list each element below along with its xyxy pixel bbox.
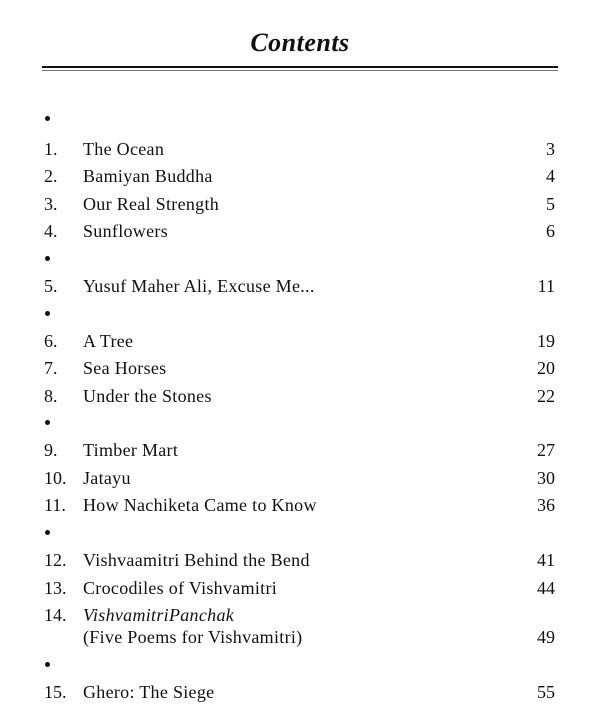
toc-entry-number: 7. xyxy=(44,358,58,378)
toc-entry-number: 9. xyxy=(44,440,58,460)
toc-entry-number: 8. xyxy=(44,386,58,406)
toc-entry-title: The Ocean xyxy=(83,139,165,159)
toc-entry-page: 49 xyxy=(537,627,555,647)
toc-entry-number: 4. xyxy=(44,221,58,241)
toc-entry-page: 36 xyxy=(537,495,555,515)
toc-entry-number: 11. xyxy=(44,495,66,515)
toc-entry-number: 2. xyxy=(44,166,58,186)
toc-entry-number: 13. xyxy=(44,578,67,598)
toc-entry-page: 11 xyxy=(537,276,555,296)
toc-entry-number: 14. xyxy=(44,605,67,625)
toc-entry-title: Crocodiles of Vishvamitri xyxy=(83,578,278,598)
toc-entry-title: Yusuf Maher Ali, Excuse Me... xyxy=(83,276,315,296)
toc-entry-number: 1. xyxy=(44,139,58,159)
bullet-dot xyxy=(45,311,50,316)
toc-entry-subtitle: (Five Poems for Vishvamitri) xyxy=(83,627,303,647)
toc-entry-page: 6 xyxy=(546,221,555,241)
toc-entry-page: 55 xyxy=(537,682,555,702)
toc-entry-page: 27 xyxy=(537,440,555,460)
toc-entry-title: Our Real Strength xyxy=(83,194,220,214)
toc-entry-title: Bamiyan Buddha xyxy=(83,166,213,186)
bullet-dot xyxy=(45,420,50,425)
toc-entry-page: 4 xyxy=(546,166,555,186)
toc-entry-title: Jatayu xyxy=(83,468,131,488)
toc-entry-number: 12. xyxy=(44,550,67,570)
bullet-dot xyxy=(45,662,50,667)
bullet-dot xyxy=(45,256,50,261)
bullet-dot xyxy=(45,530,50,535)
toc-entry-title: VishvamitriPanchak xyxy=(83,605,235,625)
toc-entry-page: 41 xyxy=(537,550,555,570)
toc-entry-title: Timber Mart xyxy=(83,440,179,460)
toc-entry-page: 44 xyxy=(537,578,555,598)
toc-entry-page: 20 xyxy=(537,358,555,378)
toc-entry-page: 30 xyxy=(537,468,555,488)
toc-entry-title: How Nachiketa Came to Know xyxy=(83,495,317,515)
toc-entry-title: Under the Stones xyxy=(83,386,212,406)
toc-entry-number: 5. xyxy=(44,276,58,296)
toc-entry-title: Vishvaamitri Behind the Bend xyxy=(83,550,310,570)
toc-entry-page: 19 xyxy=(537,331,555,351)
toc-entry-page: 3 xyxy=(546,139,555,159)
toc-entry-page: 5 xyxy=(546,194,555,214)
toc-entry-title: Ghero: The Siege xyxy=(83,682,215,702)
toc-entry-number: 3. xyxy=(44,194,58,214)
bullet-dot xyxy=(45,116,50,121)
toc-entry-number: 6. xyxy=(44,331,58,351)
toc-entry-number: 15. xyxy=(44,682,67,702)
toc-entry-title: Sunflowers xyxy=(83,221,168,241)
toc-entry-title: A Tree xyxy=(83,331,134,351)
page-title: Contents xyxy=(250,28,350,57)
toc-entry-page: 22 xyxy=(537,386,555,406)
toc-entry-number: 10. xyxy=(44,468,67,488)
toc-entry-title: Sea Horses xyxy=(83,358,167,378)
